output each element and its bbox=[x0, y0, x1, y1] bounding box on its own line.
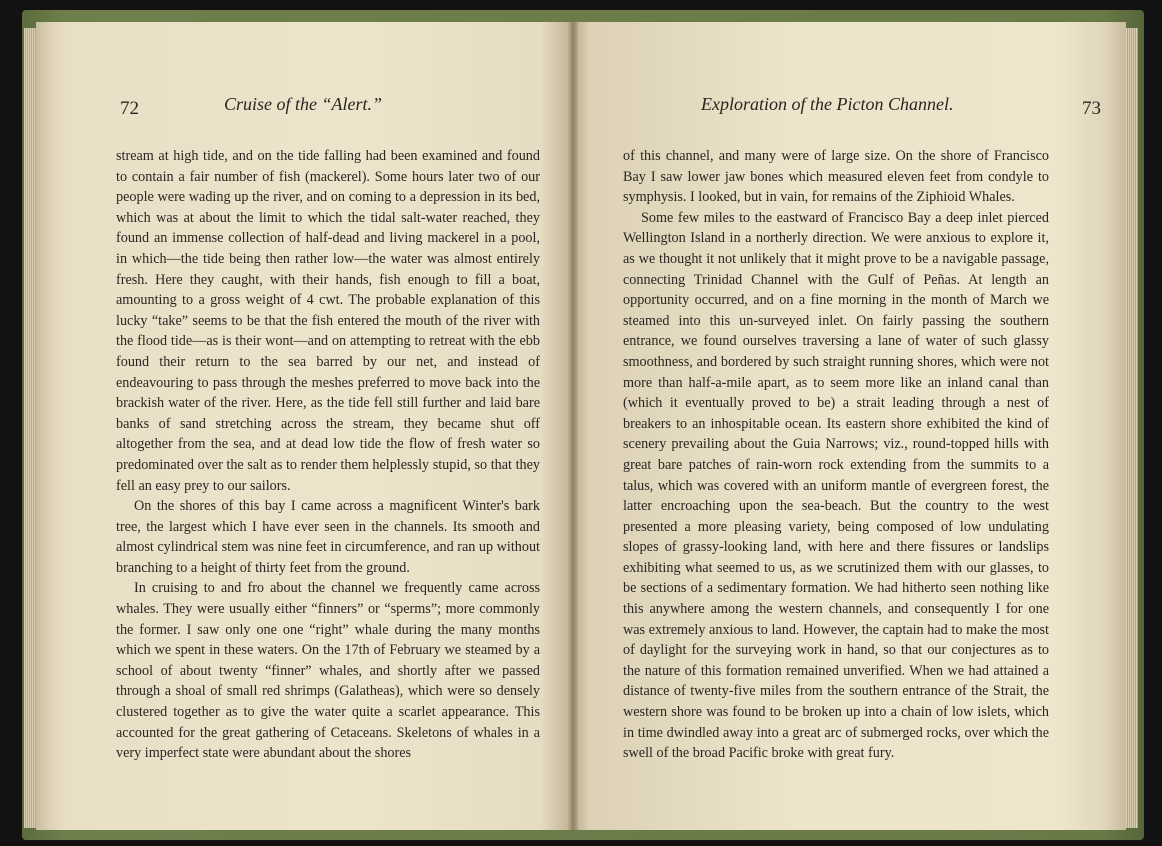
paragraph: In cruising to and fro about the channel we frequently came across whales. They were usually either “finners” or “sperms”; more commonly the former. I saw only one one “right” whale during the many months which we spent in these waters. On the 17th of February we steamed by a school of about twenty “finner” whales, and shortly after we passed through a shoal of small red shrimps (Galatheas), which were so densely clustered together as to give the water quite a scarlet appearance. This accounted for the great gathering of Cetaceans. Skeletons of whales in a very imperfect state were abundant about the shores bbox=[116, 580, 540, 762]
left-page-number: 72 bbox=[120, 98, 139, 119]
page-edges-right bbox=[1124, 28, 1138, 828]
right-page-number: 73 bbox=[1082, 98, 1101, 119]
left-page-header bbox=[120, 94, 540, 124]
left-running-title: Cruise of the “Alert.” bbox=[224, 94, 383, 114]
paragraph: Some few miles to the eastward of Francisco Bay a deep inlet pierced Wellington Island in a northerly direction. We were anxious to explore it, as we thought it not unlikely that it might prove to be a navigable passage, connecting Trinidad Channel with the Gulf of Peñas. At length an opportunity occurred, and on a fine morning in the month of March we steamed into this un-surveyed inlet. On fairly passing the southern entrance, we found ourselves traversing a lane of water of such glassy smoothness, and bordered by such straight running shores, which were not more than half-a-mile apart, as to seem more like an inland canal than (which it eventually proved to be) a strait leading through a nest of breakers to an inhospitable ocean. Its eastern shore exhibited the kind of scenery prevailing about the Guia Narrows; viz., round-topped hills with great bare patches of rain-worn rock extending from the summits to a talus, which was covered with an uniform mantle of evergreen forest, the latter encroaching upon the sea-beach. But the country to the west presented a more pleasing variety, being composed of low undulating slopes of grassy-looking land, with here and there fissures or landslips exhibiting what seemed to us, as we scrutinized them with our glasses, to be sections of a sedimentary formation. We had hitherto seen nothing like this anywhere among the western channels, and consequently I for one was extremely anxious to land. However, the captain had to make the most of daylight for the surveying work in hand, so that our conjectures as to the nature of this formation remained unverified. When we had attained a distance of twenty-five miles from the southern entrance of the Strait, the western shore was found to be broken up into a chain of low islets, which in time dwindled away into a great arc of submerged rocks, over which the swell of the broad Pacific broke with great fury. bbox=[623, 209, 1049, 762]
book-gutter bbox=[568, 22, 578, 830]
left-page-body bbox=[116, 146, 540, 764]
paragraph: of this channel, and many were of large size. On the shore of Francisco Bay I saw lower jaw bones which measured eleven feet from condyle to symphysis. I looked, but in vain, for remains of the Ziphioid Whales. bbox=[623, 148, 1049, 206]
left-page bbox=[36, 22, 573, 830]
right-page-body bbox=[623, 146, 1049, 764]
right-page-header bbox=[701, 94, 1101, 124]
right-running-title: Exploration of the Picton Channel. bbox=[701, 94, 954, 114]
paragraph: On the shores of this bay I came across a magnificent Winter's bark tree, the largest which I have ever seen in the channels. Its smooth and almost cylindrical stem was nine feet in circumference, and ran up without branching to a height of thirty feet from the ground. bbox=[116, 498, 540, 576]
paragraph: stream at high tide, and on the tide falling had been examined and found to contain a fair number of fish (mackerel). Some hours later two of our people were wading up the river, and on coming to a depression in its bed, which was at about the limit to which the tidal salt-water reached, they found an immense collection of half-dead and living mackerel in a pool, in which—the tide being then rather low—the water was almost entirely fresh. Here they caught, with their hands, fish enough to fill a boat, amounting to a gross weight of 4 cwt. The probable explanation of this lucky “take” seems to be that the fish entered the mouth of the river with the flood tide—as is their wont—and on attempting to retreat with the ebb found their return to the sea barred by our net, and instead of endeavouring to pass through the meshes preferred to move back into the brackish water of the river. Here, as the tide fell still further and laid bare banks of sand stretching across the stream, they became shut off altogether from the sea, and at dead low tide the flow of fresh water so predominated over the salt as to render them helplessly stupid, so that they fell an easy prey to our sailors. bbox=[116, 148, 540, 494]
right-page bbox=[573, 22, 1126, 830]
